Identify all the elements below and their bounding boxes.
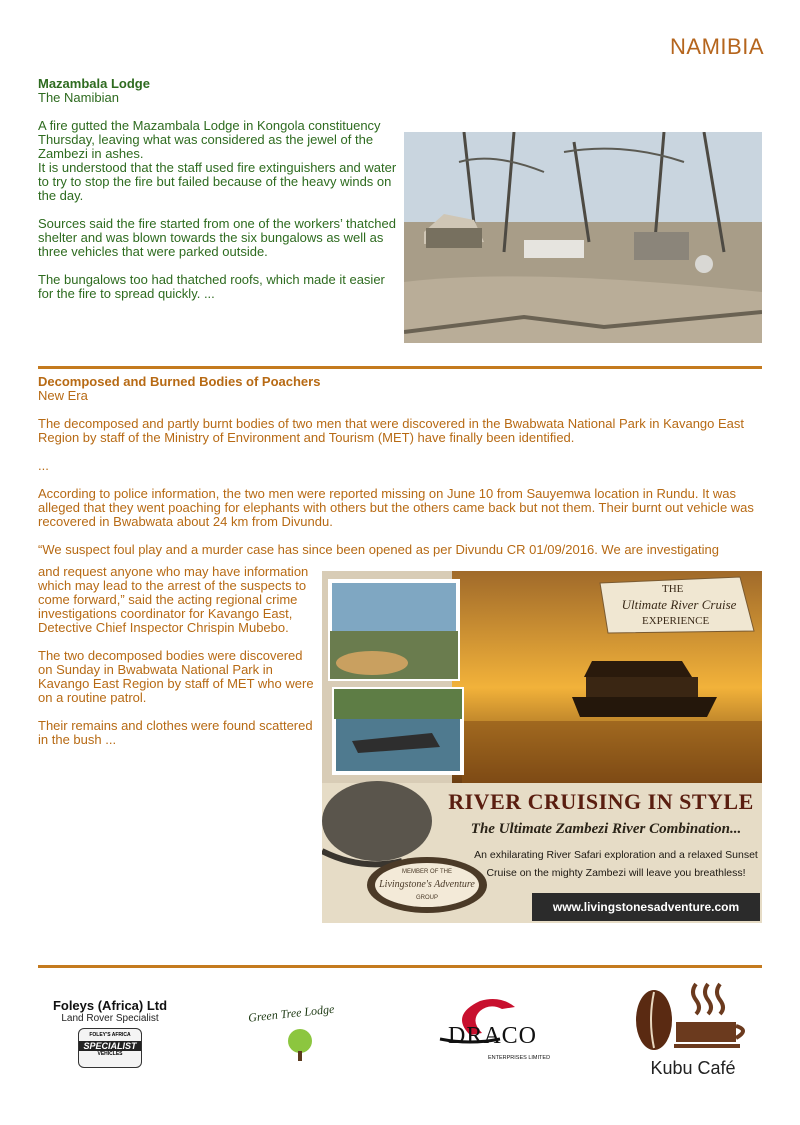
lodge-fire-photo: [404, 132, 762, 343]
river-cruise-ad: [322, 571, 762, 923]
ad-body-line: Cruise on the mighty Zambezi will leave you breathless!: [486, 867, 746, 879]
draco-logo: [430, 995, 570, 1073]
ad-body-line: An exhilarating River Safari exploration and a relaxed Sunset: [474, 849, 758, 861]
article-paragraph: It is understood that the staff used fire extinguishers and water to try to stop the fire but failed because of the heavy winds on the day.: [38, 160, 397, 203]
article-paragraph: The decomposed and partly burnt bodies of two men that were discovered in the Bwabwata National Park in Kavango East Region by staff of the Ministry of Environment and Tourism (MET) have finally been identified.: [38, 416, 745, 445]
article-headline: Decomposed and Burned Bodies of Poachers: [38, 374, 321, 389]
kubu-cafe-logo: [630, 980, 750, 1080]
ad-badge-the: THE: [662, 583, 684, 595]
ad-badge-title: Ultimate River Cruise: [621, 597, 737, 612]
article-source: The Namibian: [38, 90, 119, 105]
ad-headline: RIVER CRUISING IN STYLE: [448, 789, 754, 814]
foleys-badge: [78, 1028, 142, 1068]
article-source: New Era: [38, 388, 88, 403]
foleys-badge-label: SPECIALIST: [79, 1041, 141, 1051]
article-paragraph: “We suspect foul play and a murder case has since been opened as per Divundu CR 01/09/2016. We are investigating: [38, 542, 719, 557]
section-divider: [38, 366, 762, 369]
article-poachers: [38, 375, 764, 557]
ad-member-name: Livingstone's Adventure: [379, 879, 475, 890]
green-tree-lodge-logo: [247, 1001, 358, 1065]
article-paragraph: Their remains and clothes were found scattered in the bush ...: [38, 718, 313, 747]
ad-website-link[interactable]: www.livingstonesadventure.com: [552, 900, 740, 914]
article-paragraph: ...: [38, 458, 49, 473]
country-heading: NAMIBIA: [670, 34, 764, 59]
article-mazambala: [38, 77, 400, 301]
ad-subline: The Ultimate Zambezi River Combination...: [470, 821, 742, 837]
draco-text: DRACO: [448, 1023, 538, 1049]
footer-divider: [38, 965, 762, 968]
foleys-title: Foleys (Africa) Ltd: [52, 998, 168, 1013]
foleys-subtitle: Land Rover Specialist: [61, 1013, 159, 1024]
article-headline: Mazambala Lodge: [38, 76, 150, 91]
article-paragraph: Sources said the fire started from one of the workers’ thatched shelter and was blown towards the six bungalows as well as three vehicles that were parked outside.: [38, 216, 396, 259]
tree-icon: [280, 1027, 320, 1063]
draco-subtitle: ENTERPRISES LIMITED: [488, 1055, 551, 1061]
article-paragraph: The two decomposed bodies were discovered on Sunday in Bwabwata National Park in Kavango East Region by staff of MET who were on a routine patrol.: [38, 648, 314, 705]
green-tree-lodge-text: Green Tree Lodge: [247, 1001, 335, 1025]
lodge-fire-photo-graphic: [404, 132, 762, 343]
coffee-cup-icon: [630, 980, 750, 1056]
article-paragraph: The bungalows too had thatched roofs, which made it easier for the fire to spread quickly. ...: [38, 272, 385, 301]
foleys-badge-bottom: VEHICLES: [97, 1051, 123, 1057]
article-poachers-continued: [38, 565, 316, 747]
foleys-logo: [40, 998, 180, 1070]
article-paragraph: and request anyone who may have information which may lead to the arrest of the suspects to come forward,” said the acting regional crime investigations coordinator for Kavango East, Detective Chief Inspector Chrispin Mubebo.: [38, 564, 309, 635]
ad-badge-experience: EXPERIENCE: [642, 615, 710, 627]
ad-member-bottom: GROUP: [415, 895, 438, 901]
foleys-badge-top: FOLEY'S AFRICA: [89, 1032, 131, 1038]
article-paragraph: According to police information, the two men were reported missing on June 10 from Sauyemwa location in Rundu. It was alleged that they went poaching for elephants with others but the others came back but not them. Their burnt out vehicle was recovered in Bwabwata about 24 km from Divundu.: [38, 486, 754, 529]
kubu-cafe-text: Kubu Café: [650, 1058, 736, 1078]
ad-member-top: MEMBER OF THE: [402, 869, 452, 875]
article-paragraph: A fire gutted the Mazambala Lodge in Kongola constituency Thursday, leaving what was considered as the jewel of the Zambezi in ashes.: [38, 118, 381, 161]
